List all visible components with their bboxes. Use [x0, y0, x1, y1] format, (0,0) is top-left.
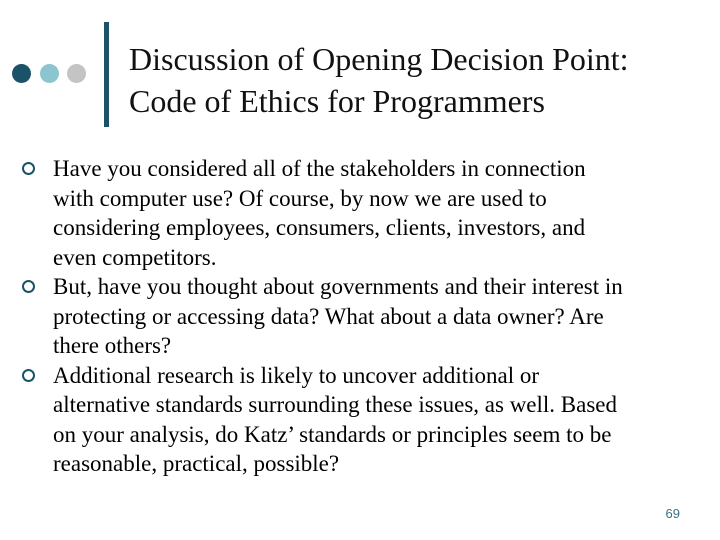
bullet-item [22, 361, 702, 479]
bullet-line: even competitors. [53, 244, 217, 270]
bullet-line: there others? [53, 333, 172, 358]
bullet-item [22, 154, 702, 272]
bullet-line: Have you considered all of the stakeholders in connection [53, 156, 586, 181]
page-number: 69 [665, 506, 680, 521]
slide-title [129, 38, 629, 122]
bullet-line: But, have you thought about governments and their interest in [53, 274, 623, 299]
title-divider [104, 22, 109, 127]
bullet-list [22, 154, 702, 479]
bullet-line: with computer use? Of course, by now we are used to [53, 185, 547, 211]
bullet-line: Additional research is likely to uncover additional or [53, 362, 540, 388]
bullet-text [53, 272, 702, 361]
bullet-circle-icon [22, 280, 35, 293]
dot-dark-icon [12, 64, 31, 83]
title-line: Discussion of Opening Decision Point: [129, 41, 629, 77]
bullet-line: considering employees, consumers, clients, investors, and [53, 215, 586, 240]
decorative-dots [12, 64, 96, 86]
dot-gray-icon [67, 64, 86, 83]
bullet-text [53, 361, 702, 479]
bullet-circle-icon [22, 369, 35, 382]
bullet-text [53, 154, 702, 272]
dot-light-icon [40, 64, 59, 83]
bullet-circle-icon [22, 162, 35, 175]
bullet-item [22, 272, 702, 361]
bullet-line: on your analysis, do Katz’ standards or principles seem to be [53, 421, 612, 447]
bullet-line: reasonable, practical, possible? [53, 451, 340, 476]
bullet-line: alternative standards surrounding these issues, as well. Based [53, 392, 618, 417]
bullet-line: protecting or accessing data? What about a data owner? Are [53, 303, 604, 329]
title-line: Code of Ethics for Programmers [129, 83, 545, 119]
